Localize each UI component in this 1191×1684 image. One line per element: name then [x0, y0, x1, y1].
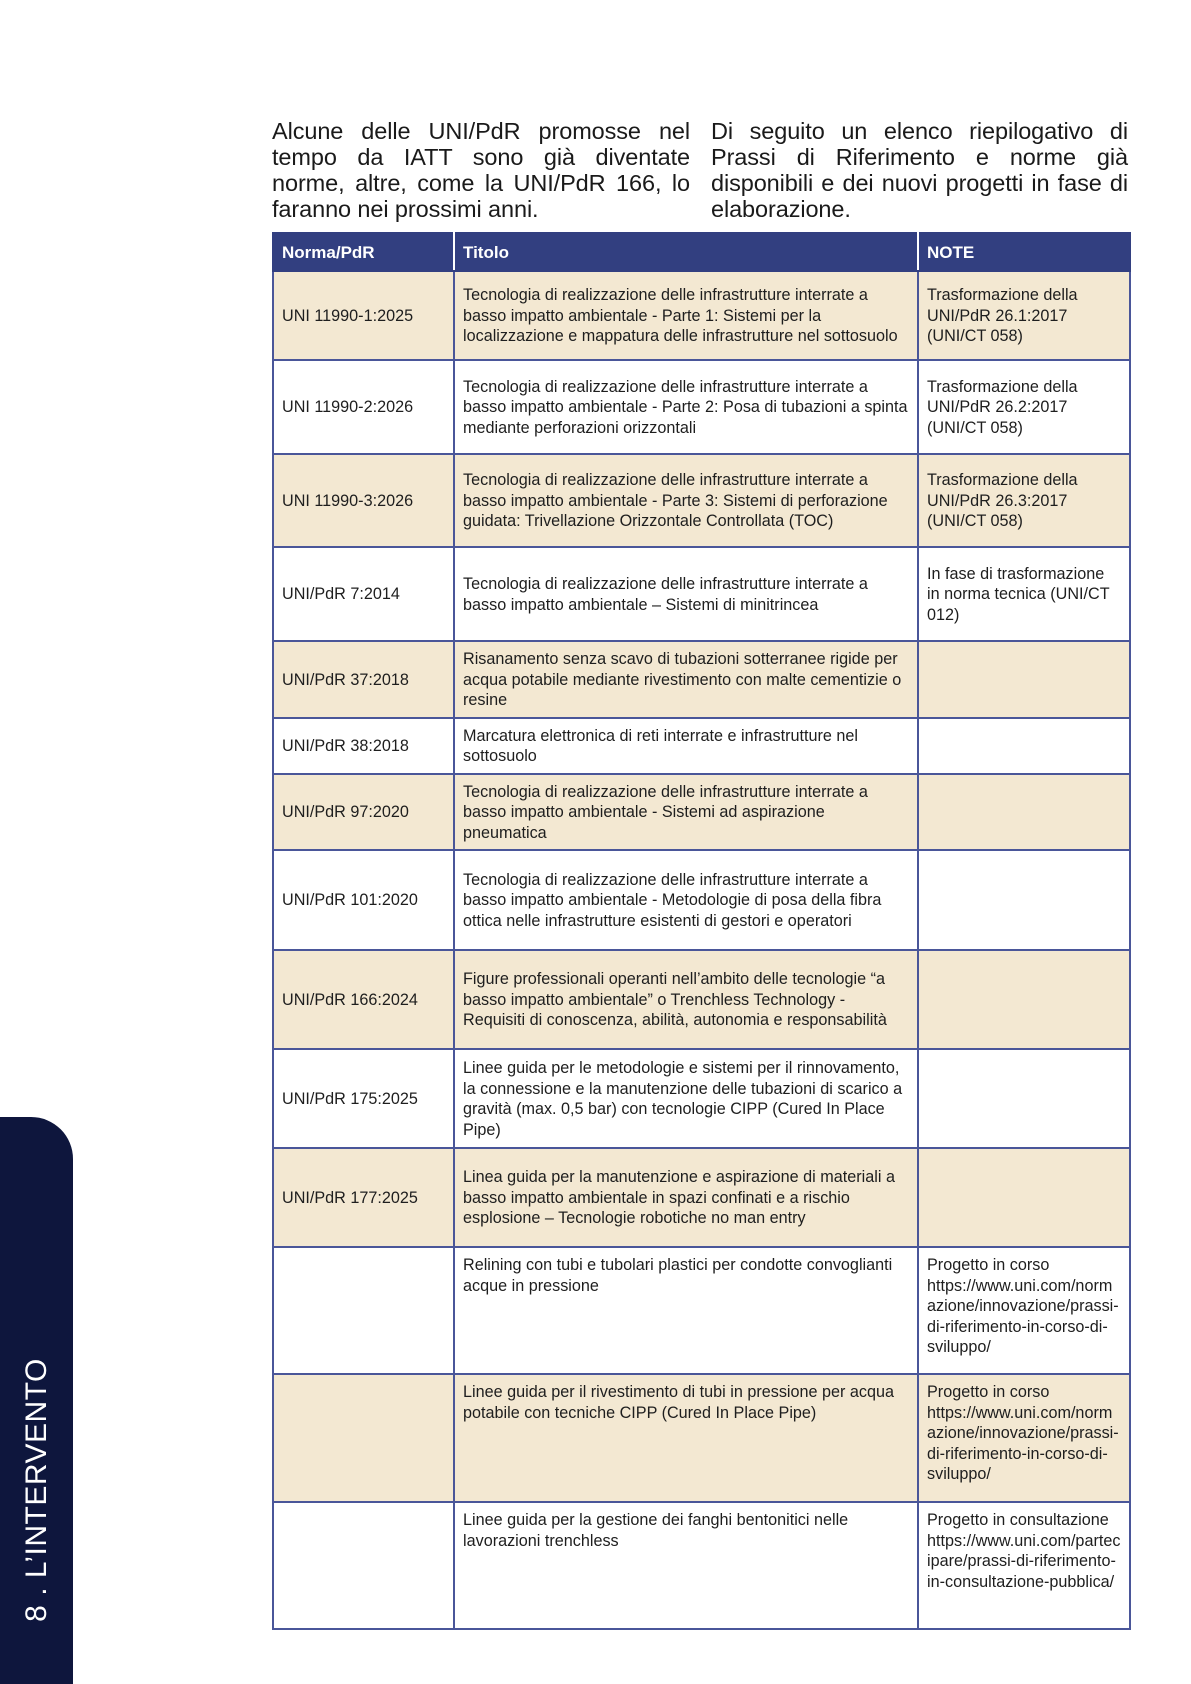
cell-norma: UNI 11990-2:2026	[273, 360, 454, 454]
cell-titolo: Linee guida per le metodologie e sistemi per il rinnovamento, la connessione e la manutenzione delle tubazioni di scarico a gravità (max. 0,5 bar) con tecnologie CIPP (Cured In Place Pipe)	[454, 1049, 918, 1148]
header-norma: Norma/PdR	[273, 233, 454, 271]
table-row	[273, 718, 1130, 774]
cell-note	[918, 950, 1130, 1049]
cell-titolo: Tecnologia di realizzazione delle infrastrutture interrate a basso impatto ambientale - Parte 3: Sistemi di perforazione guidata: Trivellazione Orizzontale Controllata (TOC)	[454, 454, 918, 547]
cell-note: Trasformazione della UNI/PdR 26.2:2017 (UNI/CT 058)	[918, 360, 1130, 454]
header-note: NOTE	[918, 233, 1130, 271]
table-row	[273, 547, 1130, 641]
cell-note	[918, 641, 1130, 718]
cell-note	[918, 774, 1130, 851]
intro-paragraph-right: Di seguito un elenco riepilogativo di Prassi di Riferimento e norme già disponibili e dei nuovi progetti in fase di elaborazione.	[711, 117, 1128, 222]
intro-paragraph-left: Alcune delle UNI/PdR promosse nel tempo da IATT sono già diventate norme, altre, come la UNI/PdR 166, lo faranno nei prossimi anni.	[272, 117, 690, 222]
table-row	[273, 1049, 1130, 1148]
cell-norma: UNI/PdR 175:2025	[273, 1049, 454, 1148]
cell-titolo: Figure professionali operanti nell’ambito delle tecnologie “a basso impatto ambientale” o Trenchless Technology - Requisiti di conoscenza, abilità, autonomia e responsabilità	[454, 950, 918, 1049]
chapter-label: 8 . L’INTERVENTO	[19, 1358, 53, 1622]
cell-note	[918, 850, 1130, 950]
table-row	[273, 850, 1130, 950]
cell-titolo: Tecnologia di realizzazione delle infrastrutture interrate a basso impatto ambientale - Parte 2: Posa di tubazioni a spinta mediante perforazioni orizzontali	[454, 360, 918, 454]
cell-norma	[273, 1502, 454, 1629]
chapter-label-wrapper	[0, 1350, 73, 1630]
cell-norma	[273, 1247, 454, 1374]
table-header-row	[273, 233, 1130, 271]
cell-norma: UNI/PdR 166:2024	[273, 950, 454, 1049]
table-row	[273, 950, 1130, 1049]
cell-titolo: Tecnologia di realizzazione delle infrastrutture interrate a basso impatto ambientale - Sistemi ad aspirazione pneumatica	[454, 774, 918, 851]
cell-note: Progetto in consultazione https://www.uni.com/partecipare/prassi-di-riferimento-in-consultazione-pubblica/	[918, 1502, 1130, 1629]
cell-norma: UNI/PdR 7:2014	[273, 547, 454, 641]
cell-titolo: Tecnologia di realizzazione delle infrastrutture interrate a basso impatto ambientale – Sistemi di minitrincea	[454, 547, 918, 641]
cell-note: Trasformazione della UNI/PdR 26.1:2017 (UNI/CT 058)	[918, 271, 1130, 360]
cell-titolo: Linee guida per la gestione dei fanghi bentonitici nelle lavorazioni trenchless	[454, 1502, 918, 1629]
table-row	[273, 1148, 1130, 1247]
cell-note	[918, 718, 1130, 774]
cell-norma: UNI/PdR 37:2018	[273, 641, 454, 718]
table-row	[273, 454, 1130, 547]
cell-note	[918, 1049, 1130, 1148]
cell-titolo: Tecnologia di realizzazione delle infrastrutture interrate a basso impatto ambientale - Metodologie di posa della fibra ottica nelle infrastrutture esistenti di gestori e operatori	[454, 850, 918, 950]
cell-titolo: Risanamento senza scavo di tubazioni sotterranee rigide per acqua potabile mediante rivestimento con malte cementizie o resine	[454, 641, 918, 718]
cell-norma: UNI 11990-1:2025	[273, 271, 454, 360]
cell-note: Progetto in corso https://www.uni.com/normazione/innovazione/prassi-di-riferimento-in-corso-di-sviluppo/	[918, 1374, 1130, 1502]
table-row	[273, 271, 1130, 360]
table-row	[273, 641, 1130, 718]
cell-note: Progetto in corso https://www.uni.com/normazione/innovazione/prassi-di-riferimento-in-corso-di-sviluppo/	[918, 1247, 1130, 1374]
table-row	[273, 774, 1130, 851]
cell-titolo: Linee guida per il rivestimento di tubi in pressione per acqua potabile con tecniche CIPP (Cured In Place Pipe)	[454, 1374, 918, 1502]
cell-titolo: Marcatura elettronica di reti interrate e infrastrutture nel sottosuolo	[454, 718, 918, 774]
cell-titolo: Linea guida per la manutenzione e aspirazione di materiali a basso impatto ambientale in spazi confinati e a rischio esplosione – Tecnologie robotiche no man entry	[454, 1148, 918, 1247]
cell-norma: UNI 11990-3:2026	[273, 454, 454, 547]
cell-norma: UNI/PdR 177:2025	[273, 1148, 454, 1247]
table-row	[273, 1374, 1130, 1502]
cell-norma: UNI/PdR 97:2020	[273, 774, 454, 851]
cell-norma: UNI/PdR 101:2020	[273, 850, 454, 950]
table-row	[273, 360, 1130, 454]
table-row	[273, 1247, 1130, 1374]
cell-note: Trasformazione della UNI/PdR 26.3:2017 (UNI/CT 058)	[918, 454, 1130, 547]
cell-norma: UNI/PdR 38:2018	[273, 718, 454, 774]
cell-norma	[273, 1374, 454, 1502]
header-titolo: Titolo	[454, 233, 918, 271]
cell-titolo: Relining con tubi e tubolari plastici per condotte convoglianti acque in pressione	[454, 1247, 918, 1374]
norms-table	[272, 232, 1131, 1630]
table-row	[273, 1502, 1130, 1629]
cell-note: In fase di trasformazione in norma tecnica (UNI/CT 012)	[918, 547, 1130, 641]
cell-note	[918, 1148, 1130, 1247]
cell-titolo: Tecnologia di realizzazione delle infrastrutture interrate a basso impatto ambientale - Parte 1: Sistemi per la localizzazione e mappatura delle infrastrutture nel sottosuolo	[454, 271, 918, 360]
